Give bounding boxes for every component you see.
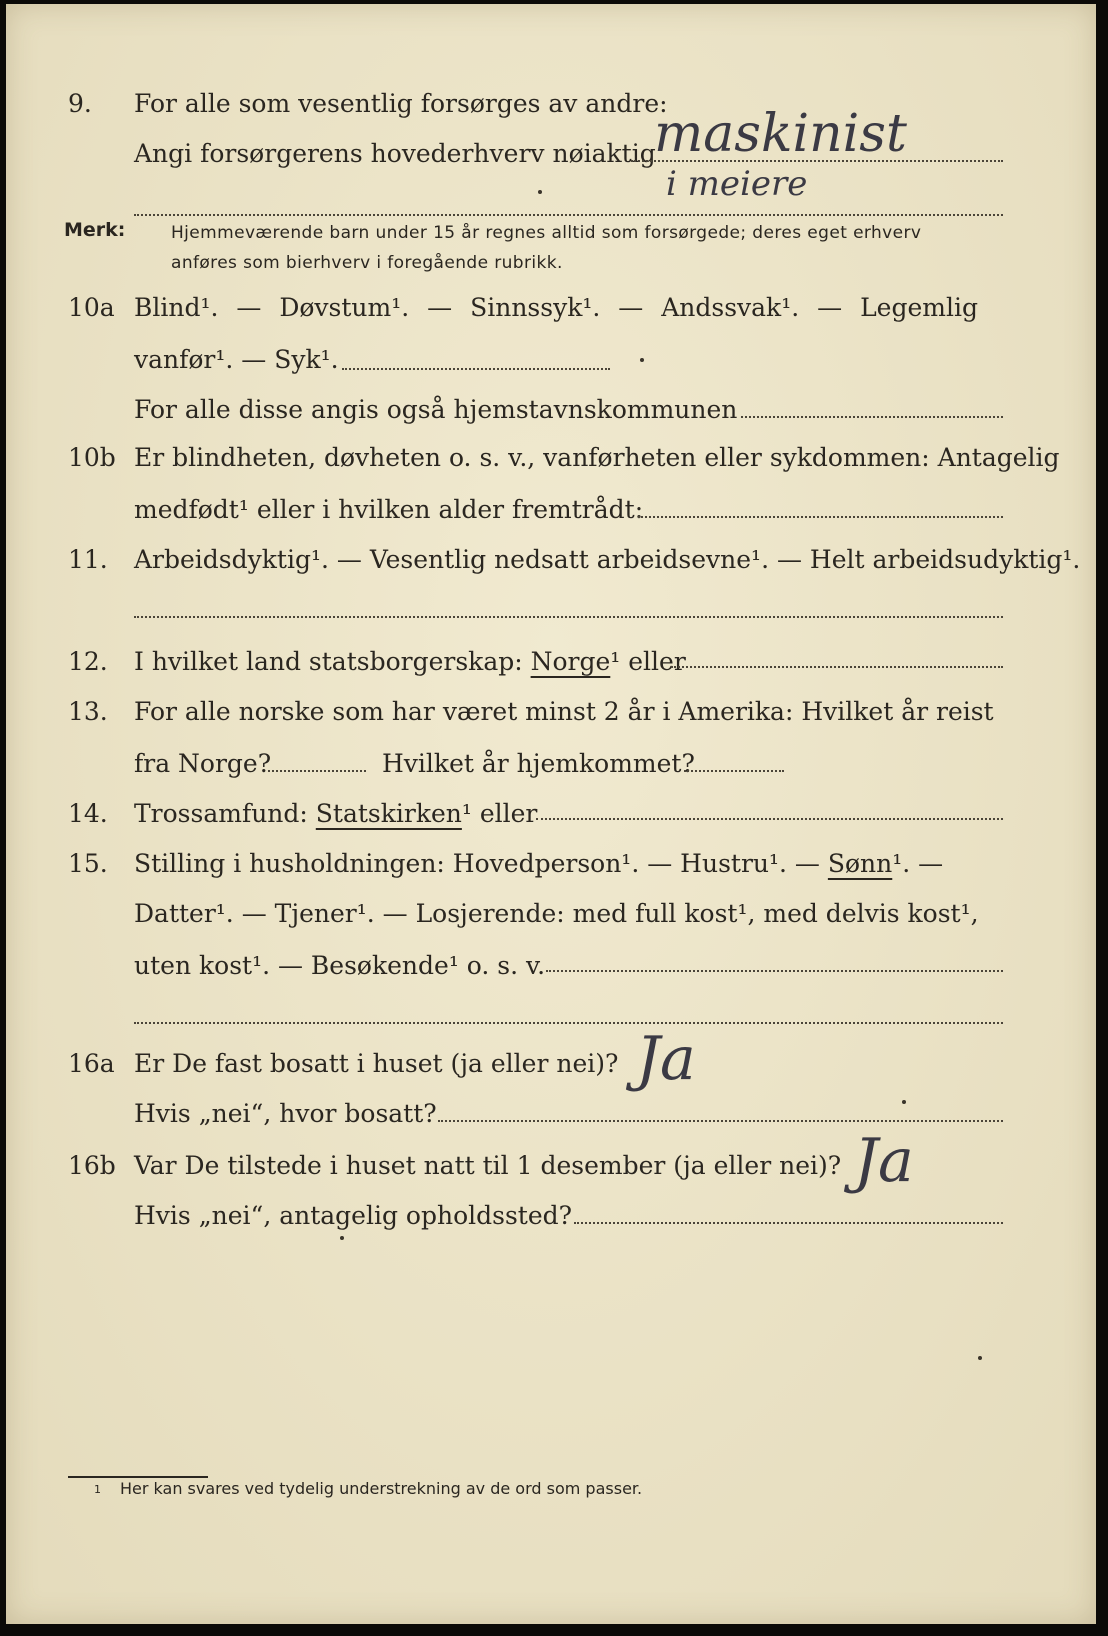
q12-text xyxy=(134,642,686,682)
ink-speck xyxy=(978,1356,982,1360)
q16b-text-2: Hvis „nei“, antagelig opholdssted? xyxy=(134,1201,573,1230)
q13-number: 13. xyxy=(68,697,108,726)
q15-underlined-answer: Sønn xyxy=(827,849,893,878)
q15-text-3: uten kost¹. — Besøkende¹ o. s. v. xyxy=(134,951,546,980)
q10b-answer-line[interactable] xyxy=(638,516,1003,518)
q15-question: Stilling i husholdningen: Hovedperson¹. — Hustru¹. — xyxy=(134,849,828,878)
q14-suffix: ¹ eller xyxy=(461,799,538,828)
note-label: Merk: xyxy=(64,219,126,241)
q13-text-1: For alle norske som har været minst 2 år i Amerika: Hvilket år reist xyxy=(134,697,994,726)
footnote-text: Her kan svares ved tydelig understrekning av de ord som passer. xyxy=(120,1479,643,1498)
q9-number: 9. xyxy=(68,89,92,118)
q15-answer-line[interactable] xyxy=(546,970,1003,972)
q16a-text-2: Hvis „nei“, hvor bosatt? xyxy=(134,1099,437,1128)
q13-year-left-answer-line[interactable] xyxy=(268,770,366,772)
q9-second-answer-line[interactable] xyxy=(134,214,1003,216)
q12-underlined-answer: Norge xyxy=(530,647,611,676)
q16a-answer-line[interactable] xyxy=(438,1120,1003,1122)
q12-number: 12. xyxy=(68,647,108,676)
q13-text-2a: fra Norge? xyxy=(134,749,272,778)
q15-text-2: Datter¹. — Tjener¹. — Losjerende: med full kost¹, med delvis kost¹, xyxy=(134,899,979,928)
q16a-number: 16a xyxy=(68,1049,115,1078)
q11-answer-line[interactable] xyxy=(134,616,1003,618)
q9-text-2: Angi forsørgerens hovederhverv nøiaktig xyxy=(134,139,656,168)
q15-text-1 xyxy=(134,844,943,884)
q12-answer-line[interactable] xyxy=(671,666,1003,668)
q12-suffix: ¹ eller xyxy=(610,647,686,676)
q10a-text-1: Blind¹. — Døvstum¹. — Sinnssyk¹. — Andssvak¹. — Legemlig xyxy=(134,293,978,322)
census-form-page xyxy=(6,4,1096,1624)
q9-text-1: For alle som vesentlig forsørges av andre: xyxy=(134,89,668,118)
q14-text xyxy=(134,794,537,834)
q10b-text-1: Er blindheten, døvheten o. s. v., vanførheten eller sykdommen: Antagelig xyxy=(134,443,1060,472)
q16a-text-1: Er De fast bosatt i huset (ja eller nei)? xyxy=(134,1049,619,1078)
ink-speck xyxy=(902,1100,906,1104)
q15-suffix: ¹. — xyxy=(892,849,944,878)
ink-speck xyxy=(340,1236,344,1240)
q16b-handwritten-answer: Ja xyxy=(854,1126,914,1196)
q12-question: I hvilket land statsborgerskap: xyxy=(134,647,531,676)
q10a-text-3: For alle disse angis også hjemstavnskommunen xyxy=(134,395,738,424)
q14-number: 14. xyxy=(68,799,108,828)
footnote-rule xyxy=(68,1476,208,1478)
note-text-1: Hjemmeværende barn under 15 år regnes alltid som forsørgede; deres eget erhverv xyxy=(171,223,922,243)
q9-handwritten-answer: maskinist xyxy=(654,104,907,164)
q16b-text-1: Var De tilstede i huset natt til 1 desember (ja eller nei)? xyxy=(134,1151,842,1180)
q11-number: 11. xyxy=(68,545,108,574)
q10a-text-2: vanfør¹. — Syk¹. xyxy=(134,345,339,374)
q11-text-1: Arbeidsdyktig¹. — Vesentlig nedsatt arbeidsevne¹. — Helt arbeidsudyktig¹. xyxy=(134,545,1081,574)
q13-text-2b: Hvilket år hjemkommet? xyxy=(382,749,695,778)
q16b-number: 16b xyxy=(68,1151,116,1180)
ink-speck xyxy=(538,190,542,194)
q16a-handwritten-answer: Ja xyxy=(636,1024,696,1094)
q10a-answer-line[interactable] xyxy=(342,368,610,370)
ink-speck xyxy=(640,358,644,362)
q10a-number: 10a xyxy=(68,293,115,322)
note-text-2: anføres som bierhverv i foregående rubrikk. xyxy=(171,253,563,273)
q13-year-returned-answer-line[interactable] xyxy=(684,770,784,772)
footnote-mark: 1 xyxy=(94,1483,101,1496)
q10b-text-2: medfødt¹ eller i hvilken alder fremtrådt: xyxy=(134,495,644,524)
q9-handwritten-answer-2: i meiere xyxy=(666,164,808,204)
q14-underlined-answer: Statskirken xyxy=(315,799,462,828)
q16b-answer-line[interactable] xyxy=(574,1222,1003,1224)
q15-second-answer-line[interactable] xyxy=(134,1022,1003,1024)
q10a-home-municipality-line[interactable] xyxy=(741,416,1003,418)
q14-question: Trossamfund: xyxy=(134,799,316,828)
q10b-number: 10b xyxy=(68,443,116,472)
q15-number: 15. xyxy=(68,849,108,878)
q14-answer-line[interactable] xyxy=(536,818,1003,820)
